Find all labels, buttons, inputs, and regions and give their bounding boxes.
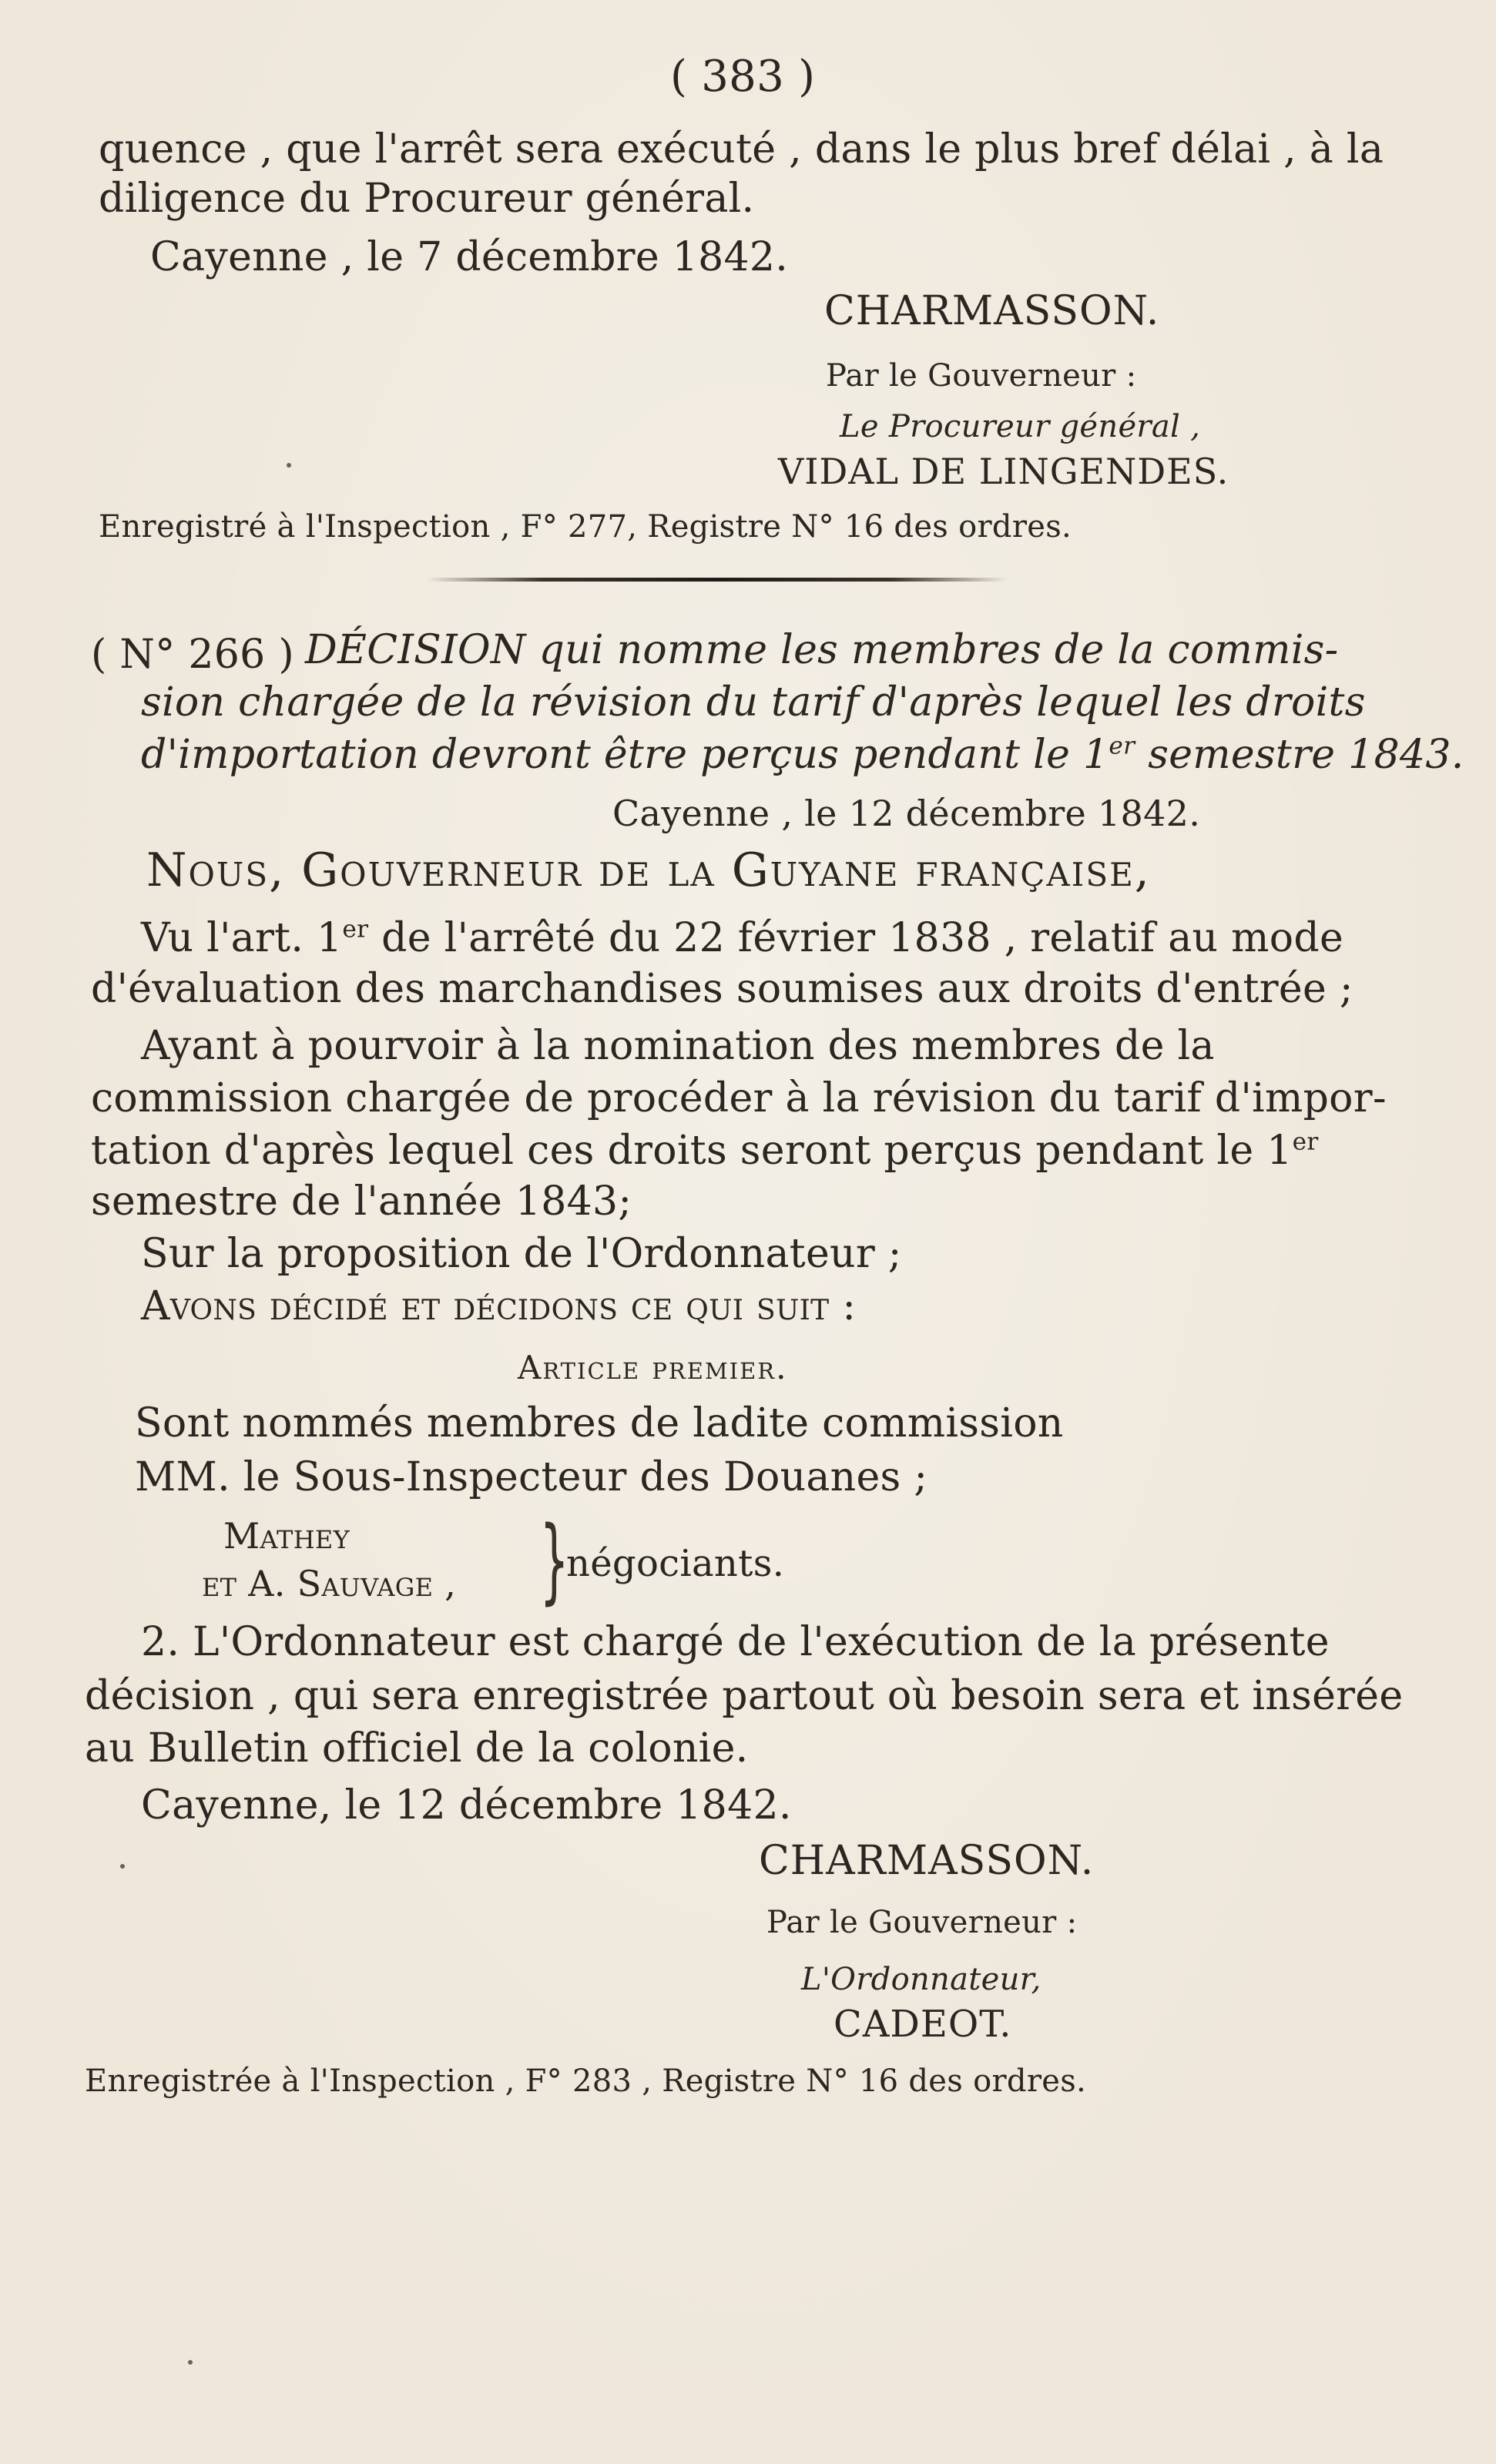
previous-signer: CHARMASSON. [824, 288, 1160, 334]
decision-official: CADEOT. [834, 2003, 1012, 2046]
brace: } [539, 1507, 569, 1614]
ayant-line-4: semestre de l'année 1843; [91, 1178, 632, 1225]
preamble-nous: Nous, Gouverneur de la Guyane française, [146, 843, 1151, 897]
mm-sous-inspecteur: MM. le Sous-Inspecteur des Douanes ; [135, 1454, 928, 1500]
vu-line-2: d'évaluation des marchandises soumises aux droits d'entrée ; [91, 966, 1353, 1012]
previous-par-le-gouverneur: Par le Gouverneur : [826, 358, 1137, 394]
decision-title-line-3: d'importation devront être perçus pendant le 1er semestre 1843. [141, 732, 1464, 778]
decision-role: L'Ordonnateur, [801, 1962, 1041, 1997]
sur-la-proposition: Sur la proposition de l'Ordonnateur ; [141, 1231, 902, 1277]
page-number: ( 383 ) [670, 52, 816, 102]
member-name-2: et A. Sauvage , [202, 1563, 457, 1604]
ayant-line-1: Ayant à pourvoir à la nomination des membres de la [141, 1023, 1215, 1069]
member-name-1: Mathey [223, 1515, 350, 1557]
previous-date: Cayenne , le 7 décembre 1842. [150, 234, 789, 280]
ink-speck [287, 463, 291, 468]
negociants-label: négociants. [566, 1542, 785, 1585]
decision-dateline: Cayenne , le 12 décembre 1842. [612, 793, 1201, 834]
article-2-line-3: au Bulletin officiel de la colonie. [85, 1725, 749, 1772]
vu-line-1: Vu l'art. 1er de l'arrêté du 22 février 1838 , relatif au mode [141, 915, 1344, 961]
ayant-line-2: commission chargée de procéder à la révision du tarif d'impor- [91, 1075, 1387, 1121]
decision-number: ( N° 266 ) [91, 632, 294, 678]
previous-text-line-1: quence , que l'arrêt sera exécuté , dans le plus bref délai , à la [99, 126, 1384, 173]
avons-decide: Avons décidé et décidons ce qui suit : [141, 1283, 857, 1329]
sont-nommes: Sont nommés membres de ladite commission [135, 1400, 1064, 1447]
ink-speck [120, 1864, 125, 1869]
previous-text-line-2: diligence du Procureur général. [99, 176, 755, 222]
decision-signer: CHARMASSON. [759, 1838, 1095, 1884]
article-heading: Article premier. [518, 1349, 788, 1386]
decision-registry: Enregistrée à l'Inspection , F° 283 , Registre N° 16 des ordres. [85, 2063, 1087, 2099]
ink-speck [188, 2360, 193, 2365]
article-2-line-1: 2. L'Ordonnateur est chargé de l'exécution de la présente [141, 1619, 1330, 1665]
section-divider [426, 578, 1008, 582]
decision-title-line-2: sion chargée de la révision du tarif d'après lequel les droits [141, 679, 1366, 726]
decision-date: Cayenne, le 12 décembre 1842. [141, 1782, 792, 1829]
previous-role: Le Procureur général , [840, 409, 1201, 444]
previous-official: VIDAL DE LINGENDES. [778, 451, 1229, 492]
article-2-line-2: décision , qui sera enregistrée partout où besoin sera et insérée [85, 1673, 1404, 1719]
previous-registry: Enregistré à l'Inspection , F° 277, Registre N° 16 des ordres. [99, 509, 1072, 545]
decision-title-line-1: DÉCISION qui nomme les membres de la commis- [305, 627, 1339, 673]
decision-par-le-gouverneur: Par le Gouverneur : [766, 1905, 1078, 1940]
ayant-line-3: tation d'après lequel ces droits seront perçus pendant le 1er [91, 1128, 1319, 1174]
